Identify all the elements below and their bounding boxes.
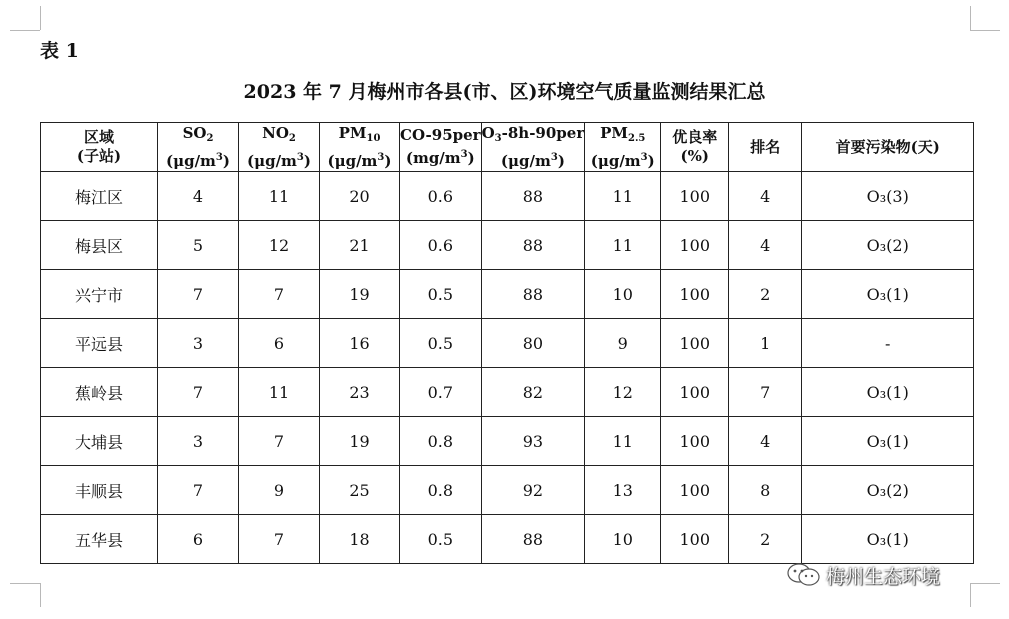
cell-no2: 7 xyxy=(239,515,320,564)
cell-so2: 6 xyxy=(158,515,239,564)
crop-mark-top-left-v xyxy=(40,6,41,30)
cell-rank: 7 xyxy=(729,368,802,417)
cell-co: 0.6 xyxy=(400,172,482,221)
cell-rank: 4 xyxy=(729,172,802,221)
cell-no2: 6 xyxy=(239,319,320,368)
cell-co: 0.8 xyxy=(400,417,482,466)
cell-rank: 4 xyxy=(729,417,802,466)
cell-pollutant: O₃(2) xyxy=(802,466,974,515)
cell-region: 丰顺县 xyxy=(41,466,158,515)
header-rate: 优良率 (%) xyxy=(661,123,729,172)
cell-pollutant: - xyxy=(802,319,974,368)
cell-region: 梅江区 xyxy=(41,172,158,221)
header-row xyxy=(41,123,974,172)
cell-o3: 93 xyxy=(481,417,585,466)
table-row xyxy=(41,417,974,466)
cell-rank: 2 xyxy=(729,270,802,319)
table-row xyxy=(41,515,974,564)
table-row xyxy=(41,466,974,515)
cell-o3: 92 xyxy=(481,466,585,515)
cell-pm25: 10 xyxy=(585,270,661,319)
crop-mark-top-left-h xyxy=(10,30,40,31)
cell-pm25: 11 xyxy=(585,417,661,466)
cell-pm10: 19 xyxy=(320,417,400,466)
cell-pm25: 10 xyxy=(585,515,661,564)
table-label: 表 1 xyxy=(40,40,79,62)
cell-pm25: 12 xyxy=(585,368,661,417)
cell-co: 0.7 xyxy=(400,368,482,417)
cell-no2: 11 xyxy=(239,172,320,221)
cell-pollutant: O₃(1) xyxy=(802,417,974,466)
table-row xyxy=(41,172,974,221)
cell-co: 0.5 xyxy=(400,270,482,319)
cell-pollutant: O₃(1) xyxy=(802,515,974,564)
cell-rank: 4 xyxy=(729,221,802,270)
cell-no2: 9 xyxy=(239,466,320,515)
cell-co: 0.8 xyxy=(400,466,482,515)
cell-region: 五华县 xyxy=(41,515,158,564)
cell-o3: 80 xyxy=(481,319,585,368)
header-region: 区域 (子站) xyxy=(41,123,158,172)
cell-pm10: 20 xyxy=(320,172,400,221)
table-row xyxy=(41,221,974,270)
cell-rate: 100 xyxy=(661,221,729,270)
air-quality-table xyxy=(40,122,974,564)
header-pm10: $PM_{10}$ $(\mu g/m^3)$ xyxy=(320,123,400,172)
cell-pollutant: O₃(2) xyxy=(802,221,974,270)
header-so2: $SO_2$ $(\mu g/m^3)$ xyxy=(158,123,239,172)
cell-so2: 7 xyxy=(158,270,239,319)
crop-mark-top-right-v xyxy=(970,6,971,30)
watermark xyxy=(786,560,940,590)
cell-no2: 12 xyxy=(239,221,320,270)
header-pm25: $PM_{2.5}$ $(\mu g/m^3)$ xyxy=(585,123,661,172)
cell-so2: 3 xyxy=(158,417,239,466)
cell-rate: 100 xyxy=(661,319,729,368)
cell-so2: 3 xyxy=(158,319,239,368)
crop-mark-top-right-h xyxy=(970,30,1000,31)
cell-rank: 8 xyxy=(729,466,802,515)
cell-o3: 82 xyxy=(481,368,585,417)
cell-pm25: 13 xyxy=(585,466,661,515)
cell-pollutant: O₃(3) xyxy=(802,172,974,221)
cell-region: 平远县 xyxy=(41,319,158,368)
crop-mark-bottom-left-h xyxy=(10,583,40,584)
cell-co: 0.6 xyxy=(400,221,482,270)
cell-region: 大埔县 xyxy=(41,417,158,466)
header-co: CO-95per $(mg/m^3)$ xyxy=(400,123,482,172)
cell-pm10: 16 xyxy=(320,319,400,368)
cell-pm10: 18 xyxy=(320,515,400,564)
cell-pollutant: O₃(1) xyxy=(802,368,974,417)
cell-pm25: 11 xyxy=(585,172,661,221)
cell-pm10: 19 xyxy=(320,270,400,319)
cell-so2: 5 xyxy=(158,221,239,270)
cell-rate: 100 xyxy=(661,466,729,515)
cell-no2: 7 xyxy=(239,417,320,466)
cell-so2: 7 xyxy=(158,368,239,417)
wechat-icon xyxy=(786,561,822,589)
table-row xyxy=(41,319,974,368)
header-no2: $NO_2$ $(\mu g/m^3)$ xyxy=(239,123,320,172)
cell-pm25: 9 xyxy=(585,319,661,368)
cell-co: 0.5 xyxy=(400,515,482,564)
cell-no2: 11 xyxy=(239,368,320,417)
cell-so2: 7 xyxy=(158,466,239,515)
cell-rank: 1 xyxy=(729,319,802,368)
cell-pm10: 23 xyxy=(320,368,400,417)
table-row xyxy=(41,270,974,319)
cell-rank: 2 xyxy=(729,515,802,564)
header-o3: $O_3-8h-90per$ $(\mu g/m^3)$ xyxy=(481,123,585,170)
cell-pollutant: O₃(1) xyxy=(802,270,974,319)
cell-so2: 4 xyxy=(158,172,239,221)
cell-co: 0.5 xyxy=(400,319,482,368)
cell-rate: 100 xyxy=(661,368,729,417)
cell-no2: 7 xyxy=(239,270,320,319)
cell-o3: 88 xyxy=(481,515,585,564)
document-title: 2023 年 7 月梅州市各县(市、区)环境空气质量监测结果汇总 xyxy=(243,81,766,103)
cell-rate: 100 xyxy=(661,515,729,564)
cell-rate: 100 xyxy=(661,270,729,319)
cell-region: 蕉岭县 xyxy=(41,368,158,417)
cell-pm25: 11 xyxy=(585,221,661,270)
cell-o3: 88 xyxy=(481,221,585,270)
cell-o3: 88 xyxy=(481,270,585,319)
header-pollutant: 首要污染物(天) xyxy=(802,123,974,172)
table-row xyxy=(41,368,974,417)
watermark-text: 梅州生态环境 xyxy=(826,565,941,588)
cell-region: 兴宁市 xyxy=(41,270,158,319)
cell-pm10: 21 xyxy=(320,221,400,270)
crop-mark-bottom-right-h xyxy=(970,583,1000,584)
cell-rate: 100 xyxy=(661,172,729,221)
header-rank: 排名 xyxy=(729,123,802,172)
cell-region: 梅县区 xyxy=(41,221,158,270)
crop-mark-bottom-right-v xyxy=(970,583,971,607)
cell-rate: 100 xyxy=(661,417,729,466)
crop-mark-bottom-left-v xyxy=(40,583,41,607)
cell-o3: 88 xyxy=(481,172,585,221)
cell-pm10: 25 xyxy=(320,466,400,515)
